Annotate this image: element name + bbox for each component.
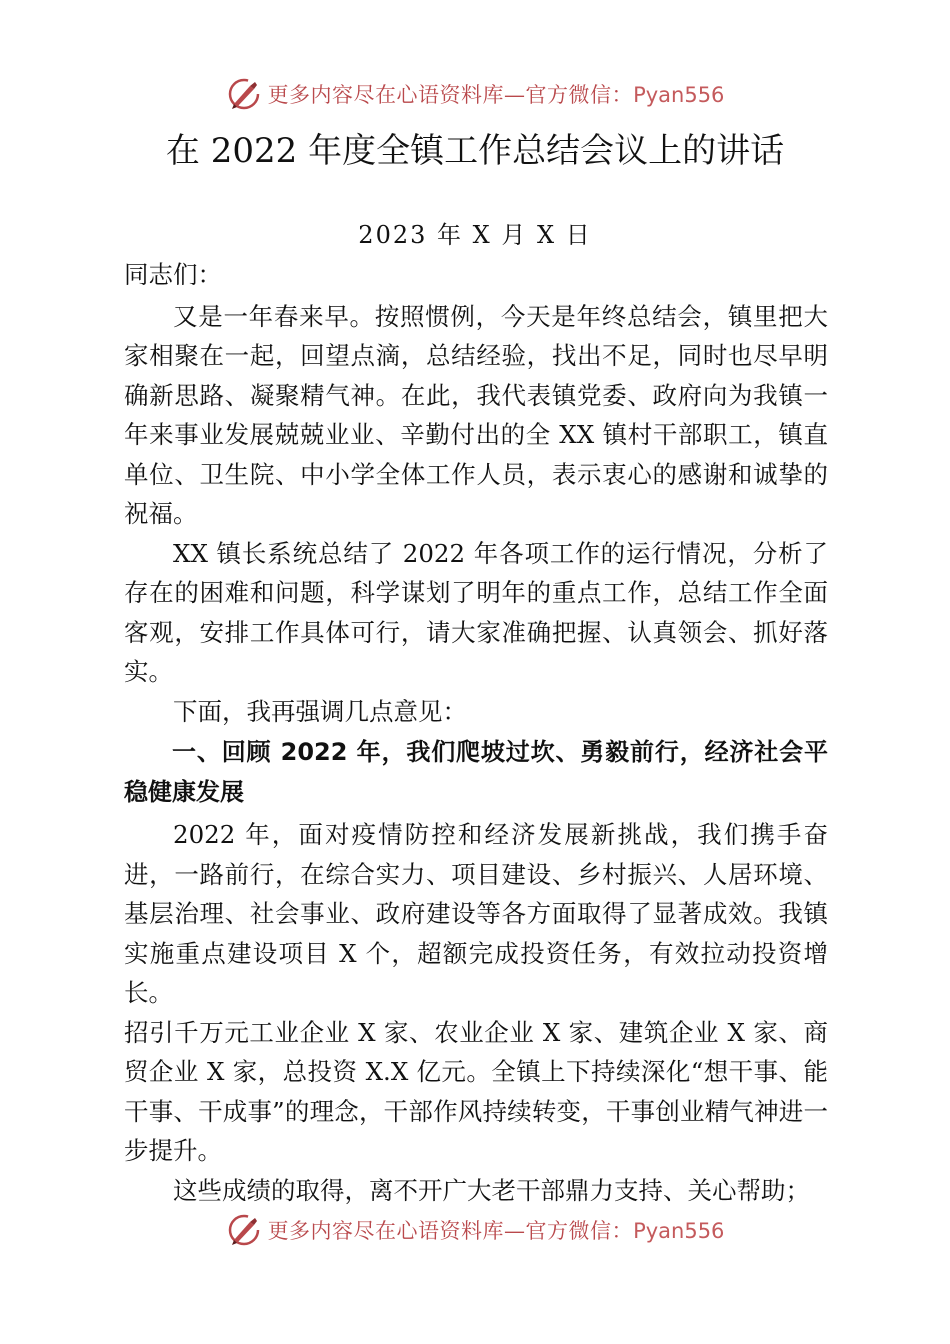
header-watermark bbox=[0, 72, 950, 116]
watermark-text: 更多内容尽在心语资料库—官方微信：Pyan556 bbox=[267, 1219, 725, 1243]
document-date: 2023 年 X 月 X 日 bbox=[358, 221, 592, 249]
paragraph: 下面，我再强调几点意见： bbox=[173, 696, 467, 726]
footer-watermark bbox=[0, 1208, 950, 1252]
watermark-text: 更多内容尽在心语资料库—官方微信：Pyan556 bbox=[267, 83, 725, 107]
paragraph: 2022 年，面对疫情防控和经济发展新挑战，我们携手奋进，一路前行，在综合实力、项目建设、乡村振兴、人居环境、基层治理、社会事业、政府建设等各方面取得了显著成效。我镇实施重点建设项目 X 个，超额完成投资任务，有效拉动投资增长。 bbox=[124, 820, 828, 1007]
document-title: 在 2022 年度全镇工作总结会议上的讲话 bbox=[165, 131, 785, 171]
document-body bbox=[124, 255, 828, 1210]
paragraph: 又是一年春来早。按照惯例，今天是年终总结会，镇里把大家相聚在一起，回望点滴，总结经验，找出不足，同时也尽早明确新思路、凝聚精气神。在此，我代表镇党委、政府向为我镇一 年来事业发展兢兢业业、辛勤付出的全 XX 镇村干部职工，镇直单位、卫生院、中小学全体工作人员，表示衷心的感谢和诚挚的祝福。 bbox=[124, 301, 828, 528]
paragraph: XX 镇长系统总结了 2022 年各项工作的运行情况，分析了存在的困难和问题，科学谋划了明年的重点工作，总结工作全面客观，安排工作具体可行，请大家准确把握、认真领会、抓好落实。 bbox=[124, 538, 828, 686]
section-heading: 一、回顾 2022 年，我们爬坡过坎、勇毅前行，经济社会平稳健康发展 bbox=[124, 738, 828, 806]
paragraph: 这些成绩的取得，离不开广大老干部鼎力支持、关心帮助； bbox=[173, 1175, 810, 1205]
salutation: 同志们： bbox=[124, 260, 222, 289]
paragraph: 招引千万元工业企业 X 家、农业企业 X 家、建筑企业 X 家、商贸企业 X 家，总投资 X.X 亿元。全镇上下持续深化“想干事、能干事、干成事”的理念，干部作风持续转变，干事创业精气神进一步提升。 bbox=[124, 1017, 828, 1165]
pen-circle-icon bbox=[226, 76, 262, 112]
pen-circle-icon bbox=[226, 1212, 262, 1248]
